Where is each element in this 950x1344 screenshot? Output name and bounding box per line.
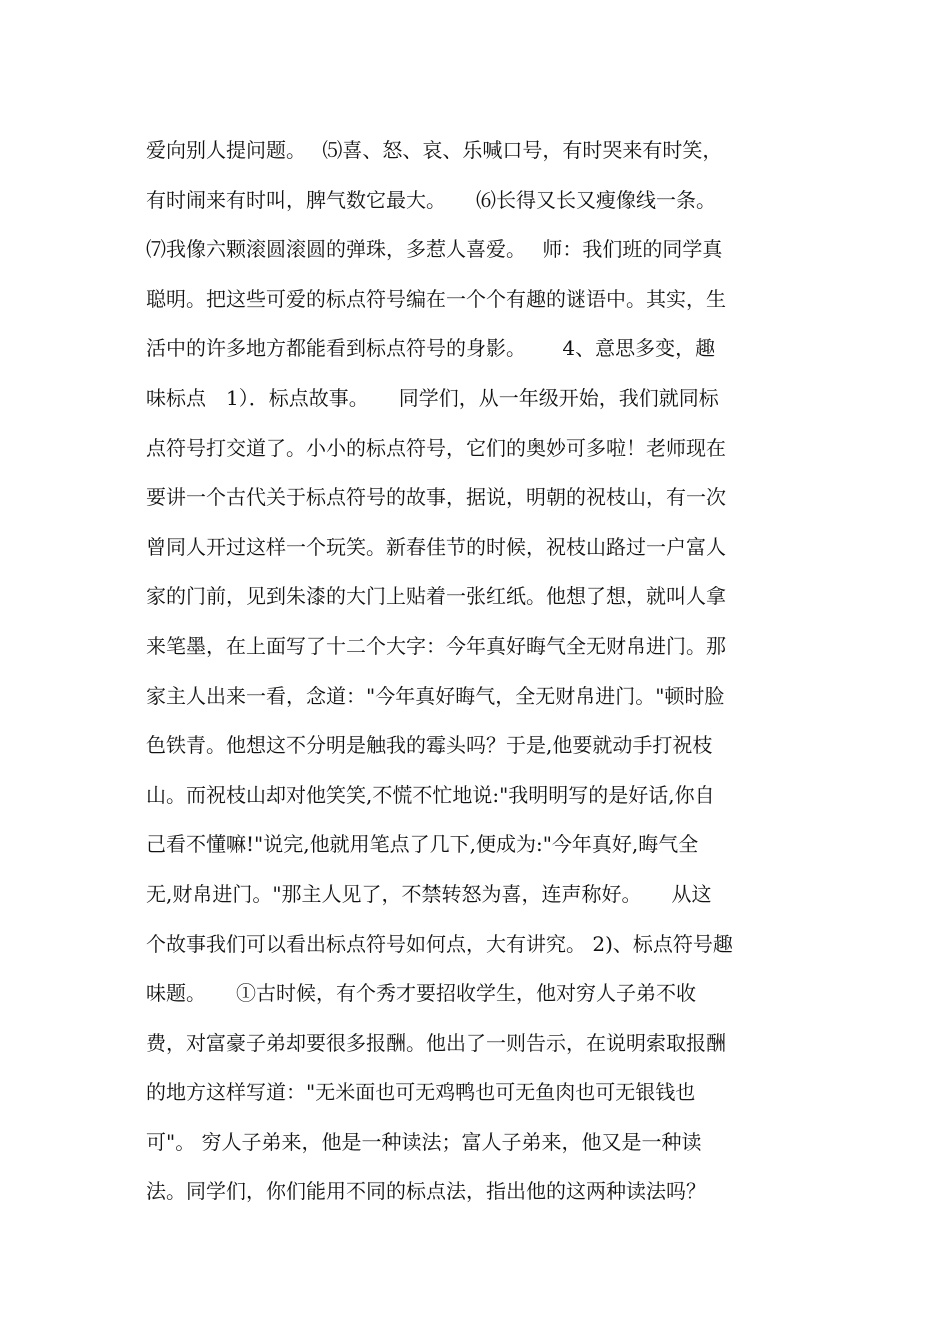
text-line: 活中的许多地方都能看到标点符号的身影。 4、意思多变，趣: [146, 336, 716, 361]
text-line: 来笔墨，在上面写了十二个大字：今年真好晦气全无财帛进门。那: [146, 633, 726, 658]
text-line: 己看不懂嘛!"说完,他就用笔点了几下,便成为:"今年真好,晦气全: [146, 832, 699, 857]
text-line: 家的门前，见到朱漆的大门上贴着一张红纸。他想了想，就叫人拿: [146, 584, 726, 609]
text-line: 要讲一个古代关于标点符号的故事，据说，明朝的祝枝山，有一次: [146, 485, 726, 510]
text-line: 个故事我们可以看出标点符号如何点，大有讲究。 2)、标点符号趣: [146, 931, 733, 956]
text-line: ⑺我像六颗滚圆滚圆的弹珠，多惹人喜爱。 师：我们班的同学真: [146, 237, 723, 262]
text-line: 费，对富豪子弟却要很多报酬。他出了一则告示，在说明索取报酬: [146, 1030, 726, 1055]
text-line: 的地方这样写道："无米面也可无鸡鸭也可无鱼肉也可无银钱也: [146, 1080, 696, 1105]
text-line: 味题。 ①古时候，有个秀才要招收学生，他对穷人子弟不收: [146, 981, 696, 1006]
text-line: 无,财帛进门。"那主人见了，不禁转怒为喜，连声称好。 从这: [146, 881, 712, 906]
text-line: 有时闹来有时叫，脾气数它最大。 ⑹长得又长又瘦像线一条。: [146, 187, 716, 212]
text-line: 色铁青。他想这不分明是触我的霉头吗？于是,他要就动手打祝枝: [146, 733, 713, 758]
text-line: 可"。 穷人子弟来，他是一种读法；富人子弟来，他又是一种读: [146, 1129, 702, 1154]
text-line: 法。同学们，你们能用不同的标点法，指出他的这两种读法吗？: [146, 1179, 706, 1204]
text-line: 曾同人开过这样一个玩笑。新春佳节的时候，祝枝山路过一户富人: [146, 534, 726, 559]
text-line: 爱向别人提问题。 ⑸喜、怒、哀、乐喊口号，有时哭来有时笑，: [146, 138, 723, 162]
text-line: 家主人出来一看，念道："今年真好晦气，全无财帛进门。"顿时脸: [146, 683, 725, 708]
text-line: 聪明。把这些可爱的标点符号编在一个个有趣的谜语中。其实，生: [146, 286, 726, 311]
body-text: [146, 132, 816, 1223]
text-line: 点符号打交道了。小小的标点符号，它们的奥妙可多啦！老师现在: [146, 435, 726, 460]
text-line: 味标点 1）．标点故事。 同学们，从一年级开始，我们就同标: [146, 385, 719, 410]
text-line: 山。而祝枝山却对他笑笑,不慌不忙地说:"我明明写的是好话,你自: [146, 782, 715, 807]
